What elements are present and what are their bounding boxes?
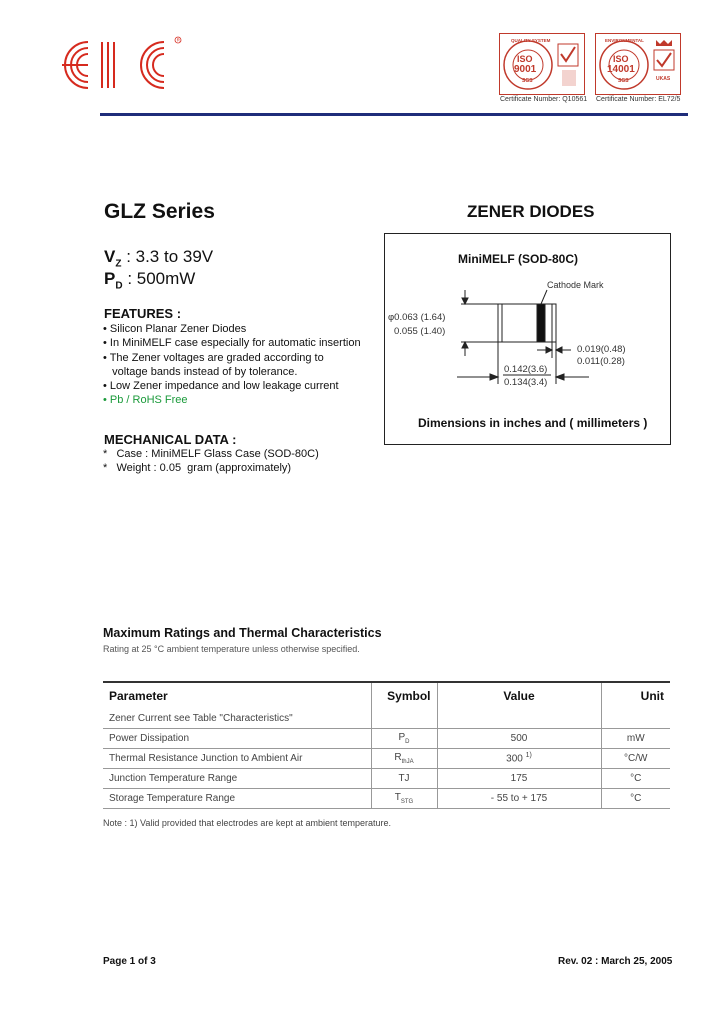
ratings-table xyxy=(103,681,670,809)
feature-item: • In MiniMELF case especially for automatic insertion xyxy=(103,337,361,350)
feature-item: • Low Zener impedance and low leakage current xyxy=(103,380,339,393)
mechanical-heading: MECHANICAL DATA : xyxy=(104,432,237,447)
table-row xyxy=(103,749,670,769)
diameter-max: φ0.063 (1.64) xyxy=(388,312,446,323)
cert2-bottom: SGS xyxy=(618,78,629,84)
row-value: 175 xyxy=(437,769,601,789)
col-value: Value xyxy=(437,682,601,709)
table-note-row xyxy=(103,709,670,729)
ratings-footnote: Note : 1) Valid provided that electrodes are kept at ambient temperature. xyxy=(103,818,391,828)
cap-max: 0.019(0.48) xyxy=(577,344,626,355)
ratings-heading: Maximum Ratings and Thermal Characteristics xyxy=(103,626,382,640)
row-unit: °C/W xyxy=(601,749,670,769)
cert2-caption: Certificate Number: EL72/5 xyxy=(596,96,681,103)
page-number: Page 1 of 3 xyxy=(103,956,156,967)
cert1-bottom: SGS xyxy=(522,78,533,84)
logo-text xyxy=(0,0,1,1)
cert1-caption: Certificate Number: Q10561 xyxy=(500,96,588,103)
table-row xyxy=(103,789,670,809)
cert2-ukas: UKAS xyxy=(656,76,671,82)
revision-date: Rev. 02 : March 25, 2005 xyxy=(558,956,673,967)
row-parameter: Thermal Resistance Junction to Ambient Air xyxy=(103,749,371,769)
row-symbol: TJ xyxy=(371,769,437,789)
cap-min: 0.011(0.28) xyxy=(577,356,625,367)
feature-item: voltage bands instead of by tolerance. xyxy=(103,365,298,378)
row-unit: mW xyxy=(601,729,670,749)
header-rule xyxy=(100,113,688,116)
row-value: 500 xyxy=(437,729,601,749)
col-parameter: Parameter xyxy=(103,682,371,709)
row-parameter: Junction Temperature Range xyxy=(103,769,371,789)
cathode-label: Cathode Mark xyxy=(547,280,604,290)
mechanical-list xyxy=(103,447,373,476)
vz-sub: Z xyxy=(115,258,122,270)
mechanical-item: * Case : MiniMELF Glass Case (SOD-80C) xyxy=(103,448,319,460)
cert2-iso: ISO xyxy=(613,54,629,64)
series-title: GLZ Series xyxy=(104,200,215,223)
package-box xyxy=(384,233,671,445)
diameter-min: 0.055 (1.40) xyxy=(394,326,446,337)
length-max: 0.142(3.6) xyxy=(504,364,548,375)
table-row xyxy=(103,769,670,789)
eic-logo xyxy=(58,36,186,94)
cert2-top-text: ENVIRONMENTAL xyxy=(605,38,644,43)
row-symbol: $P_D$ xyxy=(371,729,437,749)
feature-item: • Silicon Planar Zener Diodes xyxy=(103,323,247,335)
vz-spec xyxy=(104,247,213,269)
iso-14001-badge xyxy=(595,33,681,95)
pd-symbol: P xyxy=(104,269,116,288)
cert1-top-text: QUALITY SYSTEM xyxy=(511,38,551,43)
iso-9001-badge xyxy=(499,33,585,95)
row-symbol: $R_{thJA}$ xyxy=(371,749,437,769)
row-parameter: Storage Temperature Range xyxy=(103,789,371,809)
row-unit: °C xyxy=(601,769,670,789)
row-value: 300 $^{1)}$ xyxy=(437,749,601,769)
pd-sub: D xyxy=(115,280,123,292)
note-row-text: Zener Current see Table "Characteristics" xyxy=(103,709,371,729)
feature-item: • The Zener voltages are graded according to xyxy=(103,351,324,364)
row-symbol: $T_{STG}$ xyxy=(371,789,437,809)
mechanical-item: * Weight : 0.05 gram (approximately) xyxy=(103,462,292,475)
vz-symbol: V xyxy=(104,247,116,266)
ratings-subheading: Rating at 25 °C ambient temperature unless otherwise specified. xyxy=(103,644,360,654)
package-title: MiniMELF (SOD-80C) xyxy=(458,252,578,266)
cert1-number: 9001 xyxy=(514,64,537,75)
pd-value: : 500mW xyxy=(127,269,196,288)
row-value: - 55 to + 175 xyxy=(437,789,601,809)
features-list xyxy=(103,322,373,408)
table-row xyxy=(103,729,670,749)
row-unit: °C xyxy=(601,789,670,809)
row-parameter: Power Dissipation xyxy=(103,729,371,749)
length-min: 0.134(3.4) xyxy=(504,377,548,388)
category-title: ZENER DIODES xyxy=(467,202,595,221)
cert1-iso: ISO xyxy=(517,54,533,64)
vz-value: : 3.3 to 39V xyxy=(126,247,214,266)
features-heading: FEATURES : xyxy=(104,306,182,321)
pd-spec xyxy=(104,269,195,291)
col-unit: Unit xyxy=(601,682,670,709)
feature-item: • Pb / RoHS Free xyxy=(103,394,188,407)
col-symbol: Symbol xyxy=(371,682,437,709)
svg-text:R: R xyxy=(176,37,180,43)
cert2-number: 14001 xyxy=(607,64,635,75)
table-header-row xyxy=(103,682,670,709)
dimensions-caption: Dimensions in inches and ( millimeters ) xyxy=(418,416,648,430)
package-drawing xyxy=(385,234,670,444)
